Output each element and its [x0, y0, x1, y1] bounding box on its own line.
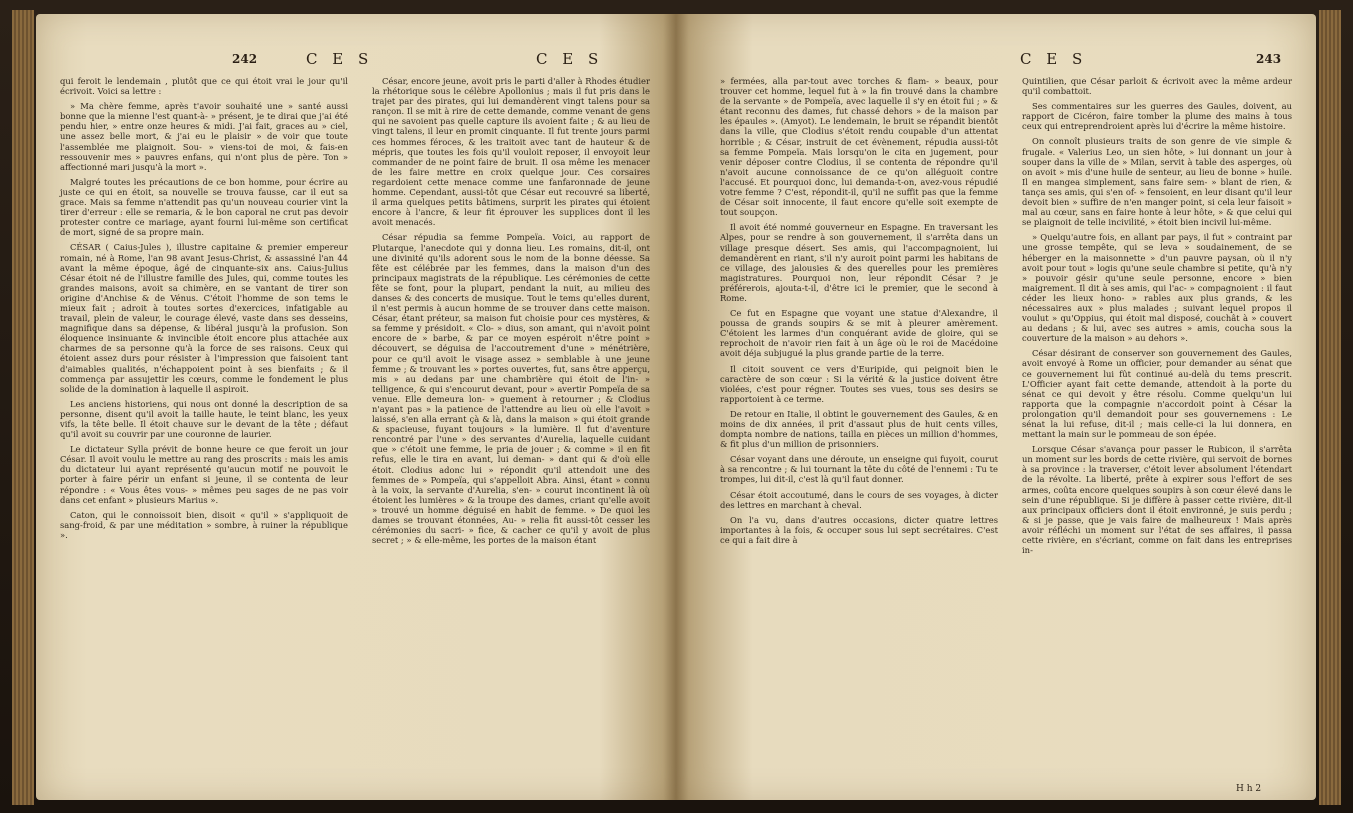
right-running-title: C E S	[1020, 50, 1088, 68]
paragraph: » Quelqu'autre fois, en allant par pays, il fut » contraint par une grosse tempête, qui se leva » soudainement, de se héberger en la maisonnette » d'un pauvre paysan, où il n'y avoit pour tout » logis qu'une seule chambre si petite, qu'à n'y » pouvoir gésir qu'une seule personne, encore » bien maigrement. Il dit à ses amis, qui l'ac- » compagnoient : il faut céder les lieux hono- » rables aux plus grands, & les nécessaires aux » plus malades ; suivant lequel propos il voulut » qu'Oppius, qui étoit mal disposé, couchât à » couvert au dedans ; & lui, avec ses autres » amis, coucha sous la couverture de la maison » au dehors ».	[1022, 232, 1292, 344]
paragraph: Ce fut en Espagne que voyant une statue d'Alexandre, il poussa de grands soupirs & se mit à pleurer amèrement. C'étoient les larmes d'un conquérant avide de gloire, qui se reprochoit de n'avoir rien fait à un âge où le roi de Macédoine avoit déja subjugué la plus grande partie de la terre.	[720, 308, 998, 359]
paragraph: Malgré toutes les précautions de ce bon homme, pour écrire au juste ce qui en étoit, sa nouvelle se trouva fausse, car il eut sa grace. Mais sa femme n'attendit pas qu'un nouveau courier vint la tirer d'erreur : elle se remaria, & le bon caporal ne crut pas devoir protester contre ce mariage, ayant fourni lui-même son certificat de mort, signé de sa propre main.	[60, 176, 348, 238]
right-page-edges	[1319, 10, 1341, 805]
right-column-2	[1022, 76, 1292, 560]
paragraph: » Ma chère femme, après t'avoir souhaité une » santé aussi bonne que la mienne l'est quant-à- » présent, je te dirai que j'ai été pendu hier, » entre onze heures & midi. J'ai fait, graces au » ciel, une assez belle mort, & j'ai eu le plaisir » de voir que toute l'assemblée me plaignoit. Sou- » viens-toi de moi, & fais-en ressouvenir mes » pauvres enfans, qui n'ont plus de père. Ton » affectionné mari jusqu'à la mort ».	[60, 101, 348, 172]
paragraph: Les anciens historiens, qui nous ont donné la description de sa personne, disent qu'il avoit la taille haute, le teint blanc, les yeux vifs, la tête belle. Il étoit chauve sur le devant de la tête ; défaut qu'il avoit su couvrir par une couronne de laurier.	[60, 398, 348, 440]
paragraph: Ses commentaires sur les guerres des Gaules, doivent, au rapport de Cicéron, faire tomber la plume des mains à tous ceux qui entreprendroient après lui d'écrire la même histoire.	[1022, 101, 1292, 132]
paragraph: qui feroit le lendemain , plutôt que ce qui étoit vrai le jour qu'il écrivoit. Voici sa lettre :	[60, 76, 348, 97]
paragraph: On connoît plusieurs traits de son genre de vie simple & frugale. « Valerius Leo, un sien hôte, » lui donnant un jour à souper dans la ville de » Milan, servit à table des asperges, où on avoit » mis d'une huile de senteur, au lieu de bonne » huile. Il en mangea simplement, sans faire sem- » blant de rien, & tança ses amis, qui s'en of- » fensoient, en leur disant qu'il leur devoit bien » suffire de n'en manger point, si cela leur faisoit » mal au cœur, sans en faire honte à leur hôte, » & que celui qui se plaignoit de telle incivilité, » étoit bien incivil lui-même.	[1022, 136, 1292, 228]
paragraph: Quintilien, que César parloit & écrivoit avec la même ardeur qu'il combattoit.	[1022, 76, 1292, 97]
paragraph: César répudia sa femme Pompeïa. Voici, au rapport de Plutarque, l'anecdote qui y donna lieu. Les romains, dit-il, ont une divinité qu'ils adorent sous le nom de la bonne déesse. Sa fête est célébrée par les femmes, dans la maison d'un des principaux magistrats de la république. Les cérémonies de cette fête se font, pour la plupart, pendant la nuit, au milieu des danses & des concerts de musique. Tout le tems qu'elles durent, il n'est permis à aucun homme de se trouver dans cette maison. César, étant préteur, sa maison fut choisie pour ces mystères, & sa femme y présidoit. « Clo- » dius, son amant, qui n'avoit point encore de » barbe, & par ce moyen espéroit n'être point » découvert, se déguisa de l'accoutrement d'une » ménétrière, pour ce qu'il avoit le visage assez » semblable à une jeune femme ; & trouvant les » portes ouvertes, fut, sans être apperçu, mis » au dedans par une chambrière qui étoit de l'in- » telligence, & qui s'encourut devant, pour » avertir Pompeïa de sa venue. Elle demeura lon- » guement à retourner ; & Clodius n'ayant pas » la patience de l'attendre au lieu où elle l'avoit » laissé, s'en alla errant çà & là, dans la maison » qui étoit grande & spacieuse, fuyant toujours » la lumière. Il fut d'aventure rencontré par l'une » des servantes d'Aurelia, laquelle cuidant que » c'étoit une femme, le pria de jouer ; & comme » il en fit refus, elle le tira en avant, lui deman- » dant qui & d'où elle étoit. Clodius adonc lui » répondit qu'il attendoit une des femmes de » Pompeïa, qui s'appelloit Abra. Ainsi, étant » connu à la voix, la servante d'Aurelia, s'en- » courut incontinent là où étoient les lumières » & la troupe des dames, criant qu'elle avoit » trouvé un homme déguisé en habit de femme. » De quoi les dames se trouvant étonnées, Au- » relia fit aussi-tôt cesser les cérémonies du sacri- » fice, & cacher ce qu'il y avoit de plus secret ; » & elle-même, les portes de la maison étant	[372, 232, 650, 546]
paragraph: Caton, qui le connoissoit bien, disoit « qu'il » s'appliquoit de sang-froid, & par une méditation » sombre, à ruiner la république ».	[60, 509, 348, 540]
paragraph: César, encore jeune, avoit pris le parti d'aller à Rhodes étudier la rhétorique sous le célèbre Apollonius ; mais il fut pris dans le trajet par des pirates, qui lui demandèrent vingt talens pour sa rançon. Il se mit à rire de cette demande, comme venant de gens qui ne savoient pas quelle capture ils avoient faite ; & au lieu de vingt talens, il leur en promit cinquante. Il fut trente jours parmi ces hommes féroces, & les traitoit avec tant de hauteur & de mépris, que toutes les fois qu'il vouloit reposer, il envoyoit leur commander de ne point faire de bruit. Il osa même les menacer de les faire mettre en croix quelque jour. Ces corsaires regardoient cette menace comme une fanfaronnade de jeune homme. Cependant, aussi-tôt que César eut recouvré sa liberté, il arma quelques petits bâtimens, surprit les pirates qui étoient encore à l'ancre, & leur fit éprouver les supplices dont il les avoit menacés.	[372, 76, 650, 228]
paragraph: Le dictateur Sylla prévit de bonne heure ce que feroit un jour César. Il avoit voulu le mettre au rang des proscrits : mais les amis du dictateur lui ayant représenté qu'aucun motif ne pouvoit le porter à faire périr un enfant si jeune, il se contenta de leur répondre : « Vous êtes vous- » mêmes peu sages de ne pas voir dans cet enfant » plusieurs Marius ».	[60, 444, 348, 505]
paragraph: César voyant dans une déroute, un enseigne qui fuyoit, courut à sa rencontre ; & lui tournant la tête du côté de l'ennemi : Tu te trompes, lui dit-il, c'est là qu'il faut donner.	[720, 454, 998, 485]
right-column-1	[720, 76, 998, 550]
signature-mark: H h 2	[1236, 784, 1262, 794]
left-column-1	[60, 76, 348, 545]
left-running-head	[36, 50, 676, 70]
paragraph: On l'a vu, dans d'autres occasions, dicter quatre lettres importantes à la fois, & occuper sous lui sept secrétaires. C'est ce qui a fait dire à	[720, 514, 998, 545]
paragraph: Lorsque César s'avança pour passer le Rubicon, il s'arrêta un moment sur les bords de cette rivière, qui servoit de bornes à sa province : la traverser, c'étoit lever absolument l'étendart de la révolte. La liberté, prête à expirer sous l'effort de ses armes, coûta encore quelques soupirs à son cœur élevé dans le sein d'une république. Si je diffère à passer cette rivière, dit-il aux principaux officiers dont il étoit environné, je suis perdu ; & si je passe, que je vais faire de malheureux ! Mais après avoir réfléchi un moment sur l'état de ses affaires, il passa cette rivière, en s'écriant, comme on fait dans les entreprises in-	[1022, 444, 1292, 556]
left-running-title-2: C E S	[536, 50, 604, 68]
paragraph: » fermées, alla par-tout avec torches & flam- » beaux, pour trouver cet homme, lequel fut à » la fin trouvé dans la chambre de la servante » de Pompeïa, avec laquelle il s'y en étoit fui ; » & étant reconnu des dames, fut chassé dehors » de la maison par les épaules ». (Amyot). Le lendemain, le bruit se répandit bientôt dans la ville, que Clodius s'étoit rendu coupable d'un attentat horrible ; & César, instruit de cet évènement, répudia aussi-tôt sa femme Pompeïa. Mais lorsqu'on le cita en jugement, pour venir déposer contre Clodius, il se contenta de répondre qu'il n'avoit aucune connoissance de ce qu'on alléguoit contre l'accusé. Et pourquoi donc, lui demanda-t-on, avez-vous répudié votre femme ? C'est, répondit-il, qu'il ne suffit pas que la femme de César soit innocente, il faut encore qu'elle soit exempte de tout soupçon.	[720, 76, 998, 218]
paragraph: César désirant de conserver son gouvernement des Gaules, avoit envoyé à Rome un officier, pour demander au sénat que ce gouvernement lui fût continué au-delà du tems prescrit. L'Officier ayant fait cette demande, attendoit à la porte du sénat ce qui devoit y être résolu. Comme quelqu'un lui rapporta que la compagnie n'accordoit point à César la prolongation qu'il demandoit pour ses gouvernemens : Le sénat la lui refuse, dit-il ; mais celle-ci la lui donnera, en mettant la main sur le pommeau de son épée.	[1022, 348, 1292, 440]
paragraph: Il citoit souvent ce vers d'Euripide, qui peignoit bien le caractère de son cœur : Si la vérité & la justice doivent être violées, c'est pour régner. Toutes ses vues, tous ses desirs se rapportoient à ce terme.	[720, 363, 998, 404]
paragraph: César étoit accoutumé, dans le cours de ses voyages, à dicter des lettres en marchant à cheval.	[720, 489, 998, 510]
paragraph: Il avoit été nommé gouverneur en Espagne. En traversant les Alpes, pour se rendre à son gouvernement, il s'arrêta dans un village presque désert. Ses amis, qui l'accompagnoient, lui demandèrent en riant, s'il n'y auroit point parmi les habitans de ce village, des jalousies & des querelles pour les premières magistratures. Pourquoi non, leur répondit César ? je préférerois, ajouta-t-il, d'être ici le premier, que le second à Rome.	[720, 222, 998, 303]
right-page	[676, 14, 1316, 800]
left-page-edges	[12, 10, 34, 805]
right-page-number: 243	[1256, 52, 1282, 66]
paragraph: De retour en Italie, il obtint le gouvernement des Gaules, & en moins de dix années, il prit d'assaut plus de huit cents villes, dompta nombre de nations, tailla en pièces un million d'hommes, & fit plus d'un million de prisonniers.	[720, 408, 998, 450]
paragraph: CÉSAR ( Caius-Jules ), illustre capitaine & premier empereur romain, né à Rome, l'an 98 avant Jesus-Christ, & assassiné l'an 44 avant la même époque, âgé de cinquante-six ans. Caius-Julius César étoit né de l'illustre famille des Jules, qui, comme toutes les grandes maisons, avoit sa chimère, en se vantant de tirer son origine d'Anchise & de Vénus. C'étoit l'homme de son tems le mieux fait ; adroit à toutes sortes d'exercices, infatigable au travail, plein de valeur, le courage élevé, vaste dans ses desseins, magnifique dans sa dépense, & libéral jusqu'à la profusion. Son éloquence insinuante & invincible étoit encore plus attachée aux charmes de sa personne qu'à la force de ses raisons. Ceux qui étoient assez durs pour résister à l'impression que faisoient tant d'aimables qualités, n'échappoient point à ses bienfaits ; & il commença par assujettir les cœurs, comme le fondement le plus solide de la domination à laquelle il aspiroit.	[60, 242, 348, 394]
right-running-head	[676, 50, 1316, 70]
left-column-2	[372, 76, 650, 550]
left-running-title: C E S	[306, 50, 374, 68]
left-page-number: 242	[232, 52, 258, 66]
left-page	[36, 14, 676, 800]
